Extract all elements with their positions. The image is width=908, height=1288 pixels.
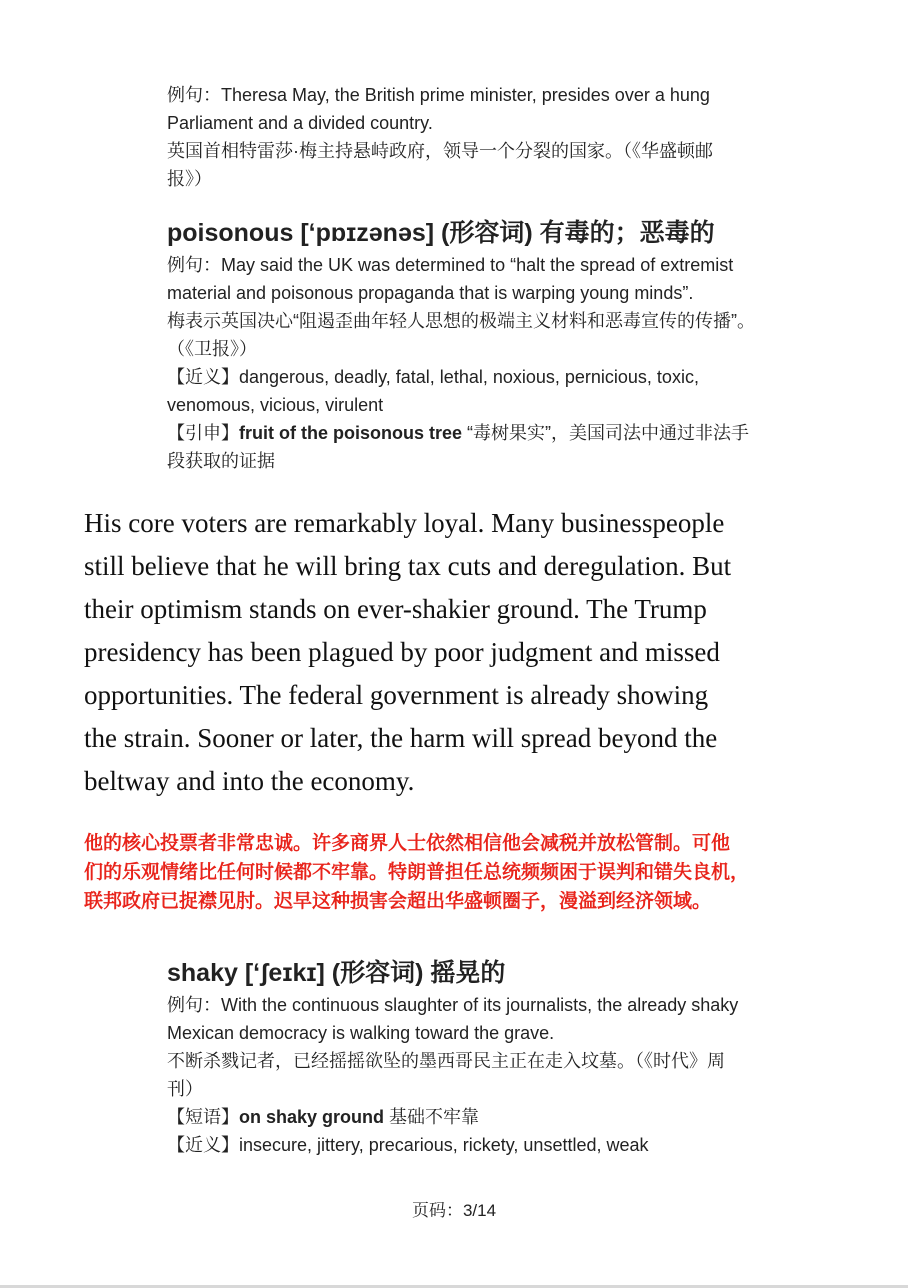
phrase-label: 【短语】: [167, 1107, 239, 1127]
page-number: 页码：3/14: [411, 1201, 497, 1220]
paragraph-line: still believe that he will bring tax cuts and deregulation. But: [84, 551, 732, 581]
paragraph-line: presidency has been plagued by poor judgment and missed: [84, 637, 720, 667]
extension-text: 段获取的证据: [167, 451, 275, 471]
extension-term: fruit of the poisonous tree: [239, 423, 462, 443]
example-line: material and poisonous propaganda that is warping young minds”.: [167, 283, 694, 303]
example-line: 例句：With the continuous slaughter of its journalists, the already shaky: [167, 995, 739, 1015]
entry-example-theresa-may: [167, 81, 827, 193]
paragraph-line: opportunities. The federal government is already showing: [84, 680, 709, 710]
extension-line: [167, 419, 827, 447]
translation-line: 梅表示英国决心“阻遏歪曲年轻人思想的极端主义材料和恶毒宣传的传播”。: [167, 311, 755, 331]
translation-line: 英国首相特雷莎·梅主持悬峙政府，领导一个分裂的国家。（《华盛顿邮: [167, 141, 713, 161]
source-line: 刊）: [167, 1079, 203, 1099]
example-line: Parliament and a divided country.: [167, 113, 433, 133]
entry-shaky: [167, 956, 827, 1159]
article-paragraph: [84, 502, 824, 803]
paragraph-line: the strain. Sooner or later, the harm will spread beyond the: [84, 723, 718, 753]
paragraph-line: their optimism stands on ever-shakier ground. The Trump: [84, 594, 707, 624]
paragraph-line: His core voters are remarkably loyal. Many businesspeople: [84, 508, 725, 538]
synonyms-line: 【近义】dangerous, deadly, fatal, lethal, noxious, pernicious, toxic,: [167, 367, 699, 387]
example-line: 例句：May said the UK was determined to “halt the spread of extremist: [167, 255, 734, 275]
translation-line: 联邦政府已捉襟见肘。迟早这种损害会超出华盛顿圈子，漫溢到经济领域。: [84, 891, 712, 912]
example-line: Mexican democracy is walking toward the grave.: [167, 1023, 555, 1043]
headword: poisonous [‘pɒɪzənəs] (形容词) 有毒的；恶毒的: [167, 219, 715, 247]
paragraph-line: beltway and into the economy.: [84, 766, 415, 796]
translation-line: 他的核心投票者非常忠诚。许多商界人士依然相信他会减税并放松管制。可他: [84, 833, 731, 854]
synonyms-line: 【近义】insecure, jittery, precarious, rickety, unsettled, weak: [167, 1135, 649, 1155]
extension-label: 【引申】: [167, 423, 239, 443]
synonyms-line: venomous, vicious, virulent: [167, 395, 384, 415]
translation-line: 报》）: [167, 169, 212, 189]
example-line: 例句：Theresa May, the British prime minister, presides over a hung: [167, 85, 710, 105]
translation-line: 不断杀戮记者，已经摇摇欲坠的墨西哥民主正在走入坟墓。（《时代》周: [167, 1051, 725, 1071]
phrase-meaning: 基础不牢靠: [384, 1107, 480, 1127]
paragraph-translation: [84, 829, 824, 916]
phrase-line: [167, 1103, 827, 1131]
entry-poisonous: [167, 216, 827, 475]
phrase-term: on shaky ground: [239, 1107, 385, 1127]
source-line: （《卫报》）: [167, 339, 257, 359]
extension-text: “毒树果实”，美国司法中通过非法手: [462, 423, 749, 443]
headword: shaky [‘ʃeɪkɪ] (形容词) 摇晃的: [167, 959, 506, 987]
translation-line: 们的乐观情绪比任何时候都不牢靠。特朗普担任总统频频困于误判和错失良机，: [84, 862, 750, 883]
